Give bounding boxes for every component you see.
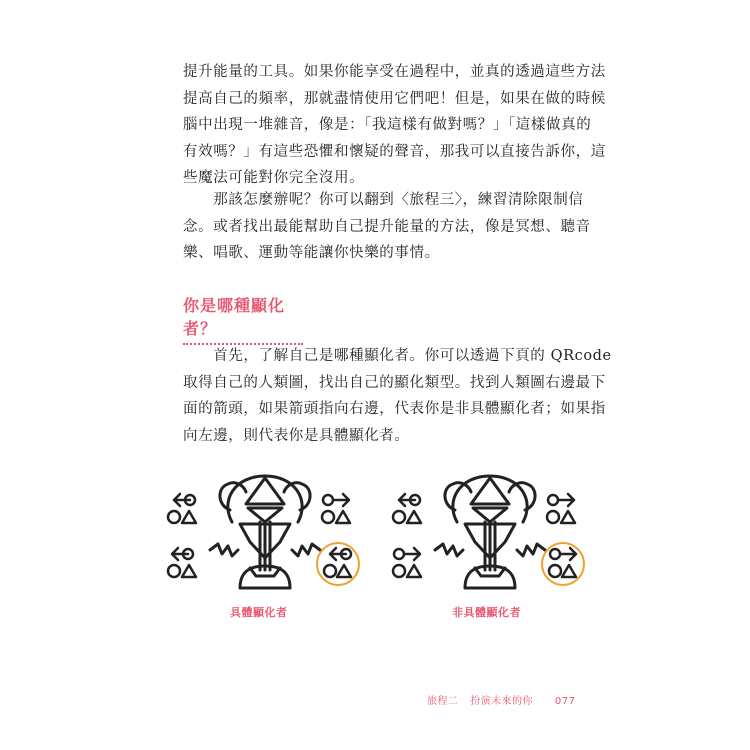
text-line: 那該怎麼辦呢？你可以翻到〈旅程三〉，練習清除限制信	[183, 192, 584, 208]
left-arrow-highlighted-icon	[324, 548, 351, 577]
paragraph-1	[183, 59, 606, 192]
paragraph-3	[183, 343, 612, 449]
human-design-chart-non-projected-manifestor	[385, 470, 595, 595]
highlight-circle-icon	[317, 543, 359, 585]
text-line: 面的箭頭，如果箭頭指向右邊，代表你是非具體顯化者；如果指	[183, 401, 606, 417]
right-arrow-highlighted-icon	[549, 548, 576, 577]
text-line: 向左邊，則代表你是具體顯化者。	[183, 427, 410, 444]
caption-projected-manifestor: 具體顯化者	[230, 606, 288, 619]
text-line: 些魔法可能對你完全沒用。	[183, 170, 365, 186]
text-line: 樂、唱歌、運動等能讓你快樂的事情。	[183, 245, 440, 261]
highlight-circle-icon	[542, 543, 584, 585]
text-line: 腦中出現一堆雜音，像是：「我這樣有做對嗎？」「這樣做真的	[183, 117, 592, 133]
paragraph-2	[183, 187, 591, 267]
footer-chapter: 扮演未來的你	[470, 696, 534, 707]
footer-journey: 旅程二	[427, 696, 459, 707]
text-line: 首先，了解自己是哪種顯化者。你可以透過下頁的 QRcode	[183, 348, 612, 364]
text-line: 提升能量的工具。如果你能享受在過程中，並真的透過這些方法	[183, 64, 606, 80]
text-line: 念。或者找出最能幫助自己提升能量的方法，像是冥想、聽音	[183, 218, 591, 235]
right-arrow-top-icon	[322, 494, 350, 523]
left-arrow-bottom-icon	[168, 548, 196, 577]
text-line: 提高自己的頻率，那就盡情使用它們吧！但是，如果在做的時候	[183, 90, 606, 107]
text-line: 取得自己的人類圖，找出自己的顯化類型。找到人類圖右邊最下	[183, 374, 606, 391]
left-arrow-top-icon	[168, 494, 196, 523]
section-heading: 你是哪種顯化者？	[183, 293, 303, 345]
right-arrow-top-icon	[547, 494, 575, 523]
human-design-chart-projected-manifestor	[160, 470, 370, 595]
text-line: 有效嗎？」有這些恐懼和懷疑的聲音，那我可以直接告訴你，這	[183, 143, 606, 160]
right-arrow-bottom-left-icon	[393, 548, 421, 577]
caption-non-projected-manifestor: 非具體顯化者	[452, 606, 521, 619]
page-number: 077	[554, 696, 576, 707]
bodygraph-icon	[435, 476, 545, 588]
left-arrow-top-icon	[393, 494, 421, 523]
bodygraph-icon	[210, 476, 320, 588]
page-footer	[427, 692, 575, 707]
